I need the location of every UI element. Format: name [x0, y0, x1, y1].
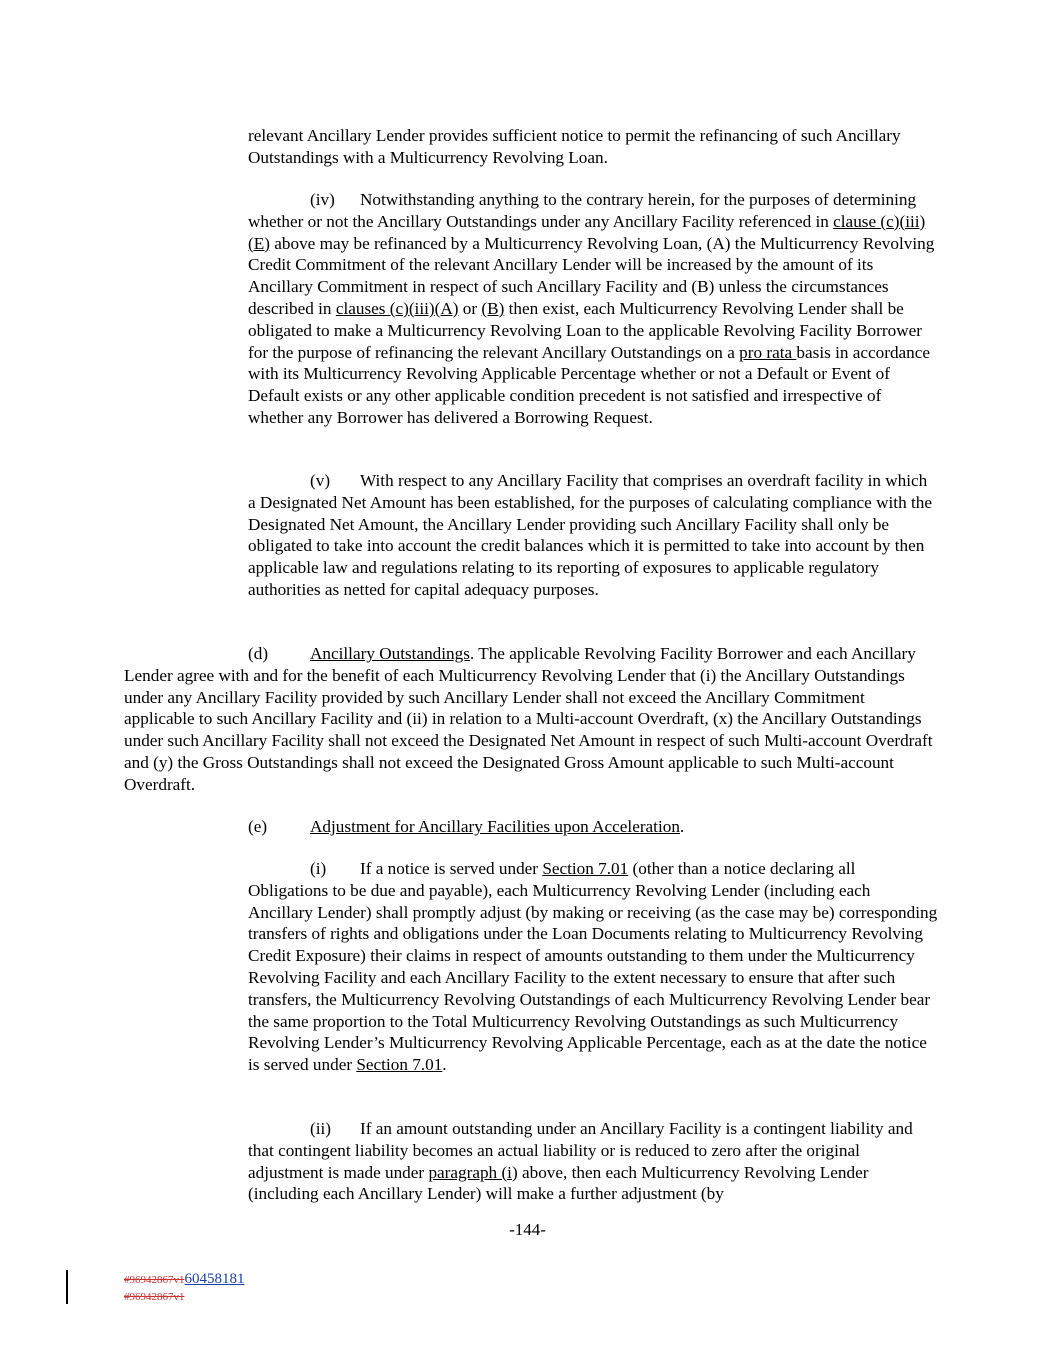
document-id-line-1 — [124, 1273, 245, 1286]
paragraph-text: (other than a notice declaring all Obligations to be due and payable), each Multicurrency Revolving Lender (including each Ancillary Lender) shall promptly adjust (by making or receiving (as the case may be) corresponding transfers of rights and obligations under the Loan Documents relating to Multicurrency Revolving Credit Exposure) their claims in respect of amounts outstanding to them under the Multicurrency Revolving Facility and each Ancillary Facility to the extent necessary to ensure that after such transfers, the Multicurrency Revolving Outstandings of each Multicurrency Revolving Lender bear the same proportion to the Total Multicurrency Revolving Outstandings as such Multicurrency Revolving Lender’s Multicurrency Revolving Applicable Percentage, each as at the date the notice is served under — [248, 859, 938, 1075]
paragraph-text: If a notice is served under — [360, 859, 543, 878]
cross-reference: paragraph (i) — [428, 1162, 518, 1182]
page-number: -144- — [509, 1220, 546, 1239]
clause-number: (iv) — [310, 190, 335, 209]
clause-number: (ii) — [310, 1119, 331, 1138]
paragraph-v — [248, 470, 938, 601]
cross-reference: (B) — [481, 298, 505, 318]
paragraph-ii — [248, 1118, 938, 1205]
cross-reference: clause (c)(iii)(E) — [248, 211, 926, 253]
clause-number: (v) — [310, 471, 331, 490]
paragraph-d — [124, 643, 936, 796]
clause-number: (e) — [248, 817, 268, 836]
paragraph-text: . The applicable Revolving Facility Borrower and each Ancillary Lender agree with and for the benefit of each Multicurrency Revolving Lender that (i) the Ancillary Outstandings under any Ancillary Facility provided by such Ancillary Lender shall not exceed the Ancillary Commitment applicable to such Ancillary Facility and (ii) in relation to a Multi-account Overdraft, (x) the Ancillary Outstandings under such Ancillary Facility shall not exceed the Designated Net Amount in respect of such Multi-account Overdraft and (y) the Gross Outstandings shall not exceed the Designated Gross Amount applicable to such Multi-account Overdraft. — [124, 644, 933, 794]
paragraph-text: With respect to any Ancillary Facility that comprises an overdraft facility in which a Designated Net Amount has been established, for the purposes of calculating compliance with the Designated Net Amount, the Ancillary Lender providing such Ancillary Facility shall only be obligated to take into account the credit balances which it is permitted to take into account by then applicable law and regulations relating to its reporting of exposures to applicable regulatory authorities as netted for capital adequacy purposes. — [248, 471, 932, 599]
cross-reference: Section 7.01 — [356, 1055, 443, 1075]
section-heading: Adjustment for Ancillary Facilities upon Acceleration — [310, 817, 680, 836]
cross-reference: clauses (c)(iii)(A) — [335, 298, 459, 318]
paragraph-e — [248, 816, 938, 838]
paragraph-text: above, then each Multicurrency Revolving Lender (including each Ancillary Lender) will make a further adjustment (by — [248, 1162, 869, 1204]
paragraph-text: or — [458, 298, 482, 318]
section-heading: Ancillary Outstandings — [310, 644, 470, 663]
change-bar — [66, 1270, 68, 1304]
clause-number: (i) — [310, 859, 327, 878]
inserted-docid: 60458181 — [184, 1271, 245, 1287]
paragraph-text: relevant Ancillary Lender provides sufficient notice to permit the refinancing of such Ancillary Outstandings with a Multicurrency Revolving Loan. — [248, 126, 901, 167]
cross-reference: pro rata — [739, 342, 797, 362]
document-id-line-2 — [124, 1291, 185, 1303]
clause-number: (d) — [248, 644, 269, 663]
paragraph-i — [248, 858, 938, 1076]
deleted-docid: #96942867v1 — [124, 1274, 185, 1286]
paragraph-text: If an amount outstanding under an Ancillary Facility is a contingent liability and that contingent liability becomes an actual liability or is reduced to zero after the original adjustment is made under — [248, 1119, 913, 1182]
paragraph-continuation — [248, 125, 938, 169]
paragraph-iv — [248, 189, 938, 429]
paragraph-text: . — [679, 817, 685, 836]
cross-reference: Section 7.01 — [542, 859, 629, 878]
paragraph-text: Notwithstanding anything to the contrary herein, for the purposes of determining whether or not the Ancillary Outstandings under any Ancillary Facility referenced in — [248, 190, 917, 231]
paragraph-text: . — [442, 1055, 447, 1075]
paragraph-text: above may be refinanced by a Multicurrency Revolving Loan, (A) the Multicurrency Revolving Credit Commitment of the relevant Ancillary Lender will be increased by the amount of its Ancillary Commitment in respect of such Ancillary Facility and (B) unless the circumstances described in — [248, 233, 935, 318]
deleted-docid: #96942867v1 — [124, 1291, 185, 1303]
paragraph-text: basis in accordance with its Multicurrency Revolving Applicable Percentage whether or not a Default or Event of Default exists or any other applicable condition precedent is not satisfied and irrespective of whether any Borrower has delivered a Borrowing Request. — [248, 342, 931, 427]
paragraph-text: then exist, each Multicurrency Revolving Lender shall be obligated to make a Multicurrency Revolving Loan to the applicable Revolving Facility Borrower for the purpose of refinancing the relevant Ancillary Outstandings on a — [248, 298, 922, 362]
